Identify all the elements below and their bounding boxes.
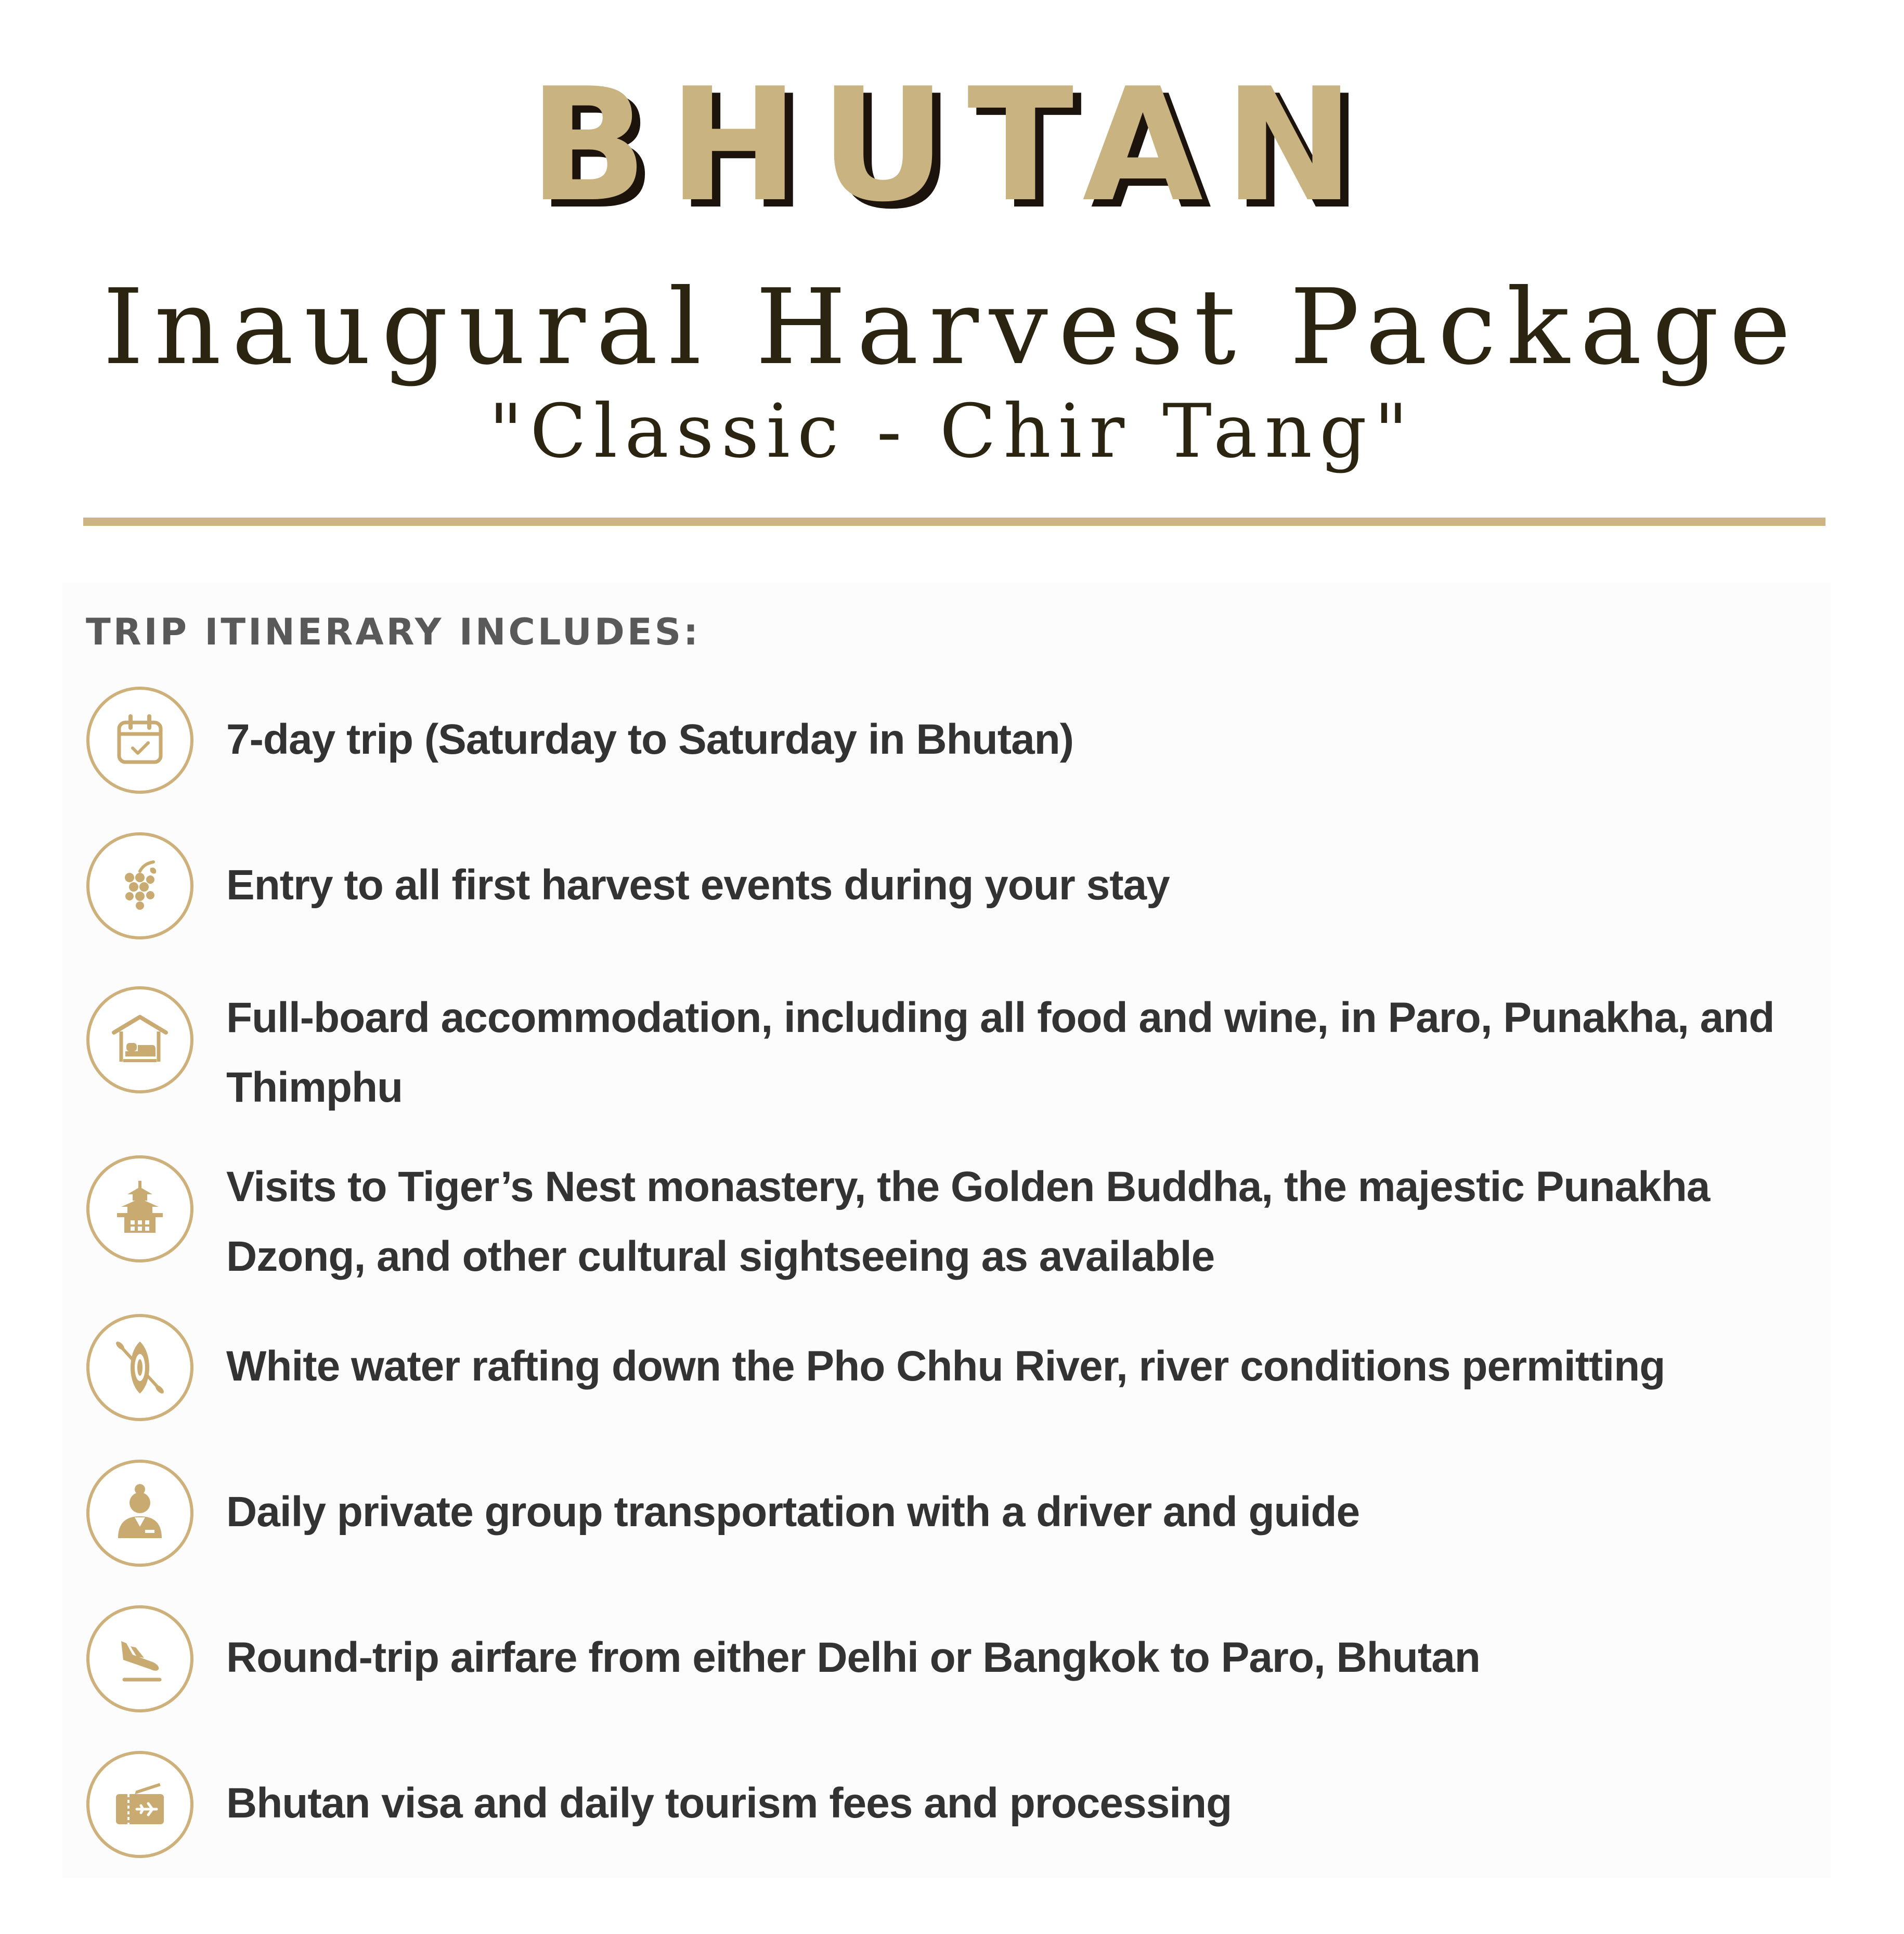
- itinerary-item-text: Bhutan visa and daily tourism fees and processing: [226, 1780, 1232, 1827]
- raft-paddle-icon: [86, 1314, 193, 1421]
- itinerary-item-text: Round-trip airfare from either Delhi or Bangkok to Paro, Bhutan: [226, 1634, 1480, 1681]
- itinerary-item: [83, 681, 1836, 806]
- package-variant: "Classic - Chir Tang": [488, 389, 1416, 474]
- itinerary-item: [83, 1456, 1836, 1581]
- package-subtitle: Inaugural Harvest Package: [102, 267, 1802, 388]
- bed-house-icon: [86, 986, 193, 1093]
- flight-ticket-icon: [86, 1751, 193, 1858]
- itinerary-item: [83, 1311, 1836, 1436]
- itinerary-item-text: Daily private group transportation with a driver and guide: [226, 1488, 1360, 1536]
- driver-guide-icon: [86, 1460, 193, 1567]
- gold-divider: [83, 518, 1825, 526]
- itinerary-item-text: White water rafting down the Pho Chhu River, river conditions permitting: [226, 1343, 1665, 1390]
- itinerary-item-text: Entry to all first harvest events during your stay: [226, 861, 1170, 909]
- page-title: BHUTAN: [528, 55, 1376, 236]
- itinerary-item-text: Full-board accommodation, including all food and wine, in Paro, Punakha, and Thimphu: [226, 994, 1775, 1111]
- itinerary-item-text: 7-day trip (Saturday to Saturday in Bhutan): [226, 716, 1074, 763]
- itinerary-item: [83, 1152, 1836, 1298]
- itinerary-heading: TRIP ITINERARY INCLUDES:: [86, 611, 701, 653]
- itinerary-item: [83, 983, 1836, 1129]
- itinerary-item-text: Visits to Tiger’s Nest monastery, the Golden Buddha, the majestic Punakha Dzong, and other cultural sightseeing as available: [226, 1163, 1710, 1280]
- plane-landing-icon: [86, 1605, 193, 1712]
- itinerary-item: [83, 827, 1836, 952]
- calendar-icon: [86, 687, 193, 794]
- itinerary-item: [83, 1602, 1836, 1727]
- itinerary-item: [83, 1748, 1836, 1873]
- temple-icon: [86, 1155, 193, 1262]
- grapes-icon: [86, 832, 193, 939]
